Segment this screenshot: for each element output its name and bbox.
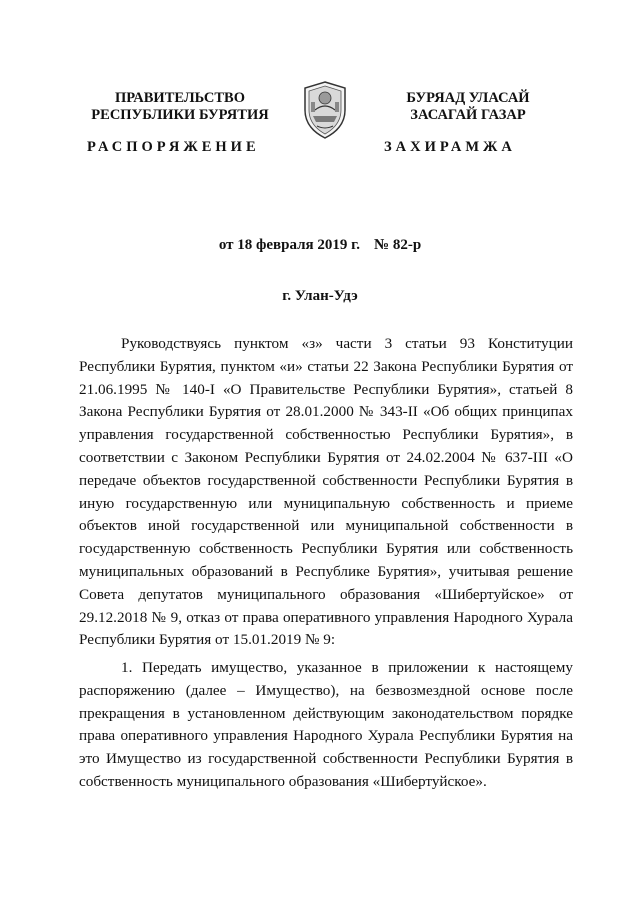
header-left-line1: ПРАВИТЕЛЬСТВО xyxy=(115,90,245,106)
order-number: № 82-р xyxy=(374,237,422,253)
paragraph-text: 1. Передать имущество, указанное в приложении к настоящему распоряжению (далее – Имущество), на безвозмездной основе после прекращения в установленном действующим законодательством порядке права оперативного управления Народного Хурала Республики Бурятия на это Имущество из государственной собственности Республики Бурятия в собственность муниципального образования «Шибертуйское». xyxy=(79,659,573,790)
header-left xyxy=(80,90,280,124)
order-date: от 18 февраля 2019 г. xyxy=(218,237,360,253)
doc-type-right: ЗАХИРАМЖА xyxy=(384,139,516,155)
doc-type-left: РАСПОРЯЖЕНИЕ xyxy=(87,139,260,155)
paragraph-text: Руководствуясь пунктом «з» части 3 статьи 93 Конституции Республики Бурятия, пунктом «и» статьи 22 Закона Республики Бурятия от 21.06.1995 № 140-I «О Правительстве Республики Бурятия», статьей 8 Закона Республики Бурятия от 28.01.2000 № 343-II «Об общих принципах управления государственной собственностью Республики Бурятия», в соответствии с Законом Республики Бурятия от 24.02.2004 № 637-III «О передаче объектов государственной собственности Республики Бурятия в иную государственную или муниципальную собственность и приеме объектов иной государственной или муниципальной собственности в государственную собственность Республики Бурятия или собственность муниципальных образований в Республике Бурятия», учитывая решение Совета депутатов муниципального образования «Шибертуйское» от 29.12.2018 № 9, отказ от права оперативного управления Народного Хурала Республики Бурятия от 15.01.2019 № 9: xyxy=(79,335,573,649)
coat-of-arms-icon xyxy=(301,80,349,140)
city: г. Улан-Удэ xyxy=(282,288,358,304)
header-right-line2: ЗАСАГАЙ ГАЗАР xyxy=(410,107,526,123)
body-paragraph-item-1 xyxy=(79,657,573,794)
header-right-line1: БУРЯАД УЛАСАЙ xyxy=(406,90,530,106)
body-paragraph-preamble xyxy=(79,333,573,652)
header-left-line2: РЕСПУБЛИКИ БУРЯТИЯ xyxy=(91,107,269,123)
header-right xyxy=(368,90,568,124)
date-line xyxy=(0,237,640,254)
